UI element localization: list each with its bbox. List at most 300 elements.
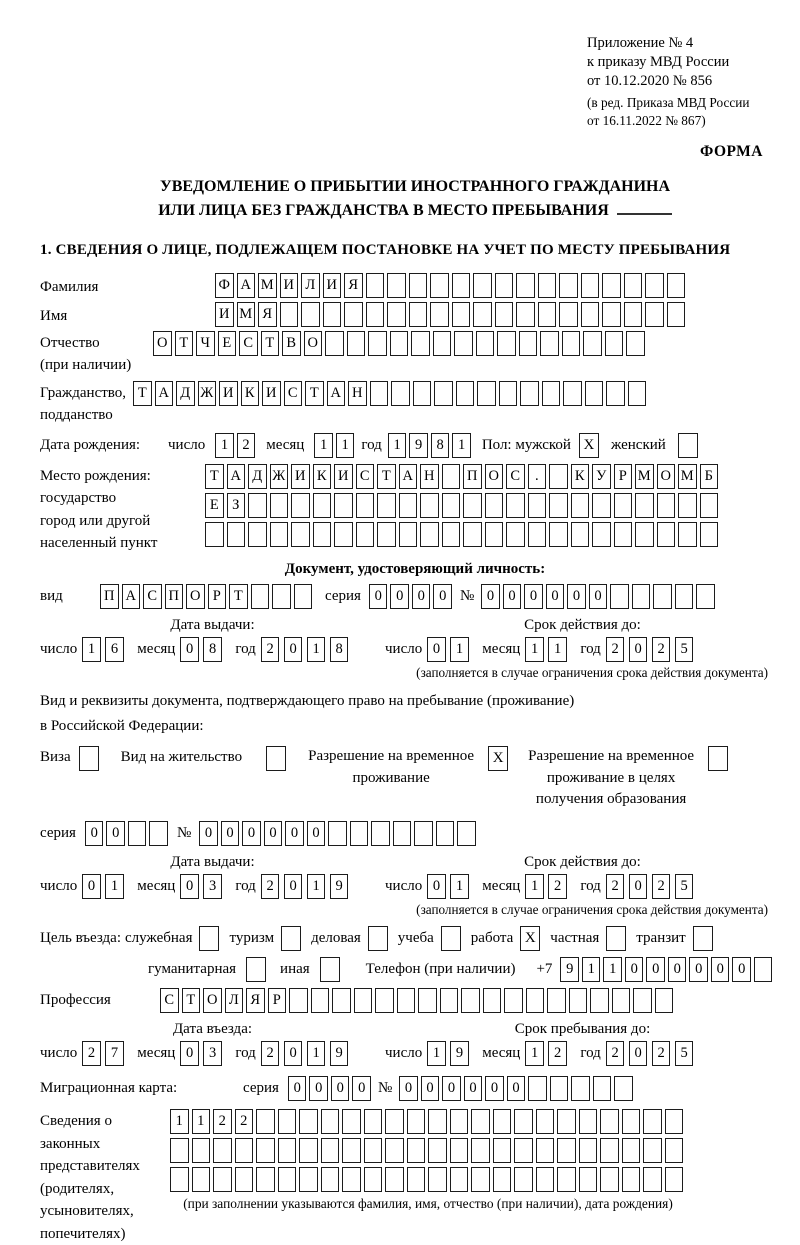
char-cell[interactable] [311, 988, 330, 1013]
purpose-humanitarian-checkbox[interactable] [246, 957, 266, 982]
char-cell[interactable]: С [160, 988, 179, 1013]
char-cell[interactable] [332, 988, 351, 1013]
char-cell[interactable]: Р [268, 988, 287, 1013]
char-cell[interactable]: В [282, 331, 301, 356]
char-cell[interactable]: И [291, 464, 310, 489]
char-cell[interactable]: И [280, 273, 299, 298]
char-cell[interactable] [456, 381, 475, 406]
temp-residence-education-checkbox[interactable] [708, 746, 728, 771]
char-cell[interactable] [624, 302, 643, 327]
char-cell[interactable] [364, 1167, 383, 1192]
char-cell[interactable] [657, 522, 676, 547]
char-cell[interactable] [665, 1109, 684, 1134]
char-cell[interactable] [602, 302, 621, 327]
char-cell[interactable]: А [327, 381, 346, 406]
char-cell[interactable]: 0 [412, 584, 431, 609]
char-cell[interactable] [397, 988, 416, 1013]
char-cell[interactable]: 9 [330, 874, 349, 899]
purpose-private-checkbox[interactable] [606, 926, 626, 951]
char-cell[interactable] [645, 302, 664, 327]
char-cell[interactable] [393, 821, 412, 846]
char-cell[interactable] [678, 493, 697, 518]
char-cell[interactable]: 1 [336, 433, 355, 458]
char-cell[interactable]: 5 [675, 637, 694, 662]
char-cell[interactable]: Л [225, 988, 244, 1013]
char-cell[interactable]: 0 [390, 584, 409, 609]
char-cell[interactable] [356, 493, 375, 518]
char-cell[interactable]: 0 [264, 821, 283, 846]
char-cell[interactable] [278, 1109, 297, 1134]
char-cell[interactable] [428, 1167, 447, 1192]
char-cell[interactable]: М [678, 464, 697, 489]
char-cell[interactable]: 0 [689, 957, 708, 982]
char-cell[interactable]: Ж [270, 464, 289, 489]
char-cell[interactable] [313, 522, 332, 547]
char-cell[interactable] [256, 1109, 275, 1134]
char-cell[interactable] [450, 1167, 469, 1192]
char-cell[interactable]: Т [175, 331, 194, 356]
char-cell[interactable] [655, 988, 674, 1013]
char-cell[interactable] [628, 381, 647, 406]
char-cell[interactable]: 8 [431, 433, 450, 458]
char-cell[interactable] [321, 1167, 340, 1192]
char-cell[interactable] [411, 331, 430, 356]
char-cell[interactable] [450, 1138, 469, 1163]
char-cell[interactable] [559, 302, 578, 327]
char-cell[interactable]: 0 [485, 1076, 504, 1101]
char-cell[interactable]: 9 [560, 957, 579, 982]
char-cell[interactable]: Е [218, 331, 237, 356]
char-cell[interactable]: 0 [352, 1076, 371, 1101]
char-cell[interactable] [433, 331, 452, 356]
char-cell[interactable] [557, 1138, 576, 1163]
char-cell[interactable]: Я [344, 273, 363, 298]
char-cell[interactable] [344, 302, 363, 327]
char-cell[interactable]: 0 [427, 874, 446, 899]
char-cell[interactable]: Ф [215, 273, 234, 298]
char-cell[interactable] [581, 302, 600, 327]
char-cell[interactable] [516, 273, 535, 298]
char-cell[interactable]: 2 [606, 874, 625, 899]
char-cell[interactable] [409, 302, 428, 327]
char-cell[interactable]: Т [305, 381, 324, 406]
char-cell[interactable] [571, 493, 590, 518]
char-cell[interactable] [347, 331, 366, 356]
char-cell[interactable]: У [592, 464, 611, 489]
char-cell[interactable]: 1 [525, 1041, 544, 1066]
char-cell[interactable] [128, 821, 147, 846]
char-cell[interactable]: 0 [369, 584, 388, 609]
char-cell[interactable]: 2 [82, 1041, 101, 1066]
char-cell[interactable]: Е [205, 493, 224, 518]
char-cell[interactable]: О [186, 584, 205, 609]
char-cell[interactable] [643, 1167, 662, 1192]
char-cell[interactable] [653, 584, 672, 609]
char-cell[interactable] [387, 273, 406, 298]
char-cell[interactable] [579, 1167, 598, 1192]
char-cell[interactable] [356, 522, 375, 547]
char-cell[interactable]: Т [133, 381, 152, 406]
char-cell[interactable] [442, 493, 461, 518]
char-cell[interactable]: И [219, 381, 238, 406]
char-cell[interactable]: А [399, 464, 418, 489]
char-cell[interactable] [606, 381, 625, 406]
char-cell[interactable]: 0 [288, 1076, 307, 1101]
char-cell[interactable]: 2 [237, 433, 256, 458]
char-cell[interactable]: Т [205, 464, 224, 489]
char-cell[interactable] [549, 522, 568, 547]
char-cell[interactable]: 1 [388, 433, 407, 458]
char-cell[interactable] [563, 381, 582, 406]
char-cell[interactable] [678, 522, 697, 547]
char-cell[interactable] [485, 522, 504, 547]
char-cell[interactable]: Д [176, 381, 195, 406]
char-cell[interactable] [325, 331, 344, 356]
char-cell[interactable]: А [155, 381, 174, 406]
char-cell[interactable] [371, 821, 390, 846]
char-cell[interactable]: 2 [548, 1041, 567, 1066]
char-cell[interactable]: 1 [582, 957, 601, 982]
char-cell[interactable] [696, 584, 715, 609]
char-cell[interactable] [213, 1167, 232, 1192]
char-cell[interactable]: 2 [548, 874, 567, 899]
char-cell[interactable] [593, 1076, 612, 1101]
char-cell[interactable] [581, 273, 600, 298]
char-cell[interactable] [291, 522, 310, 547]
char-cell[interactable] [514, 1138, 533, 1163]
char-cell[interactable]: С [143, 584, 162, 609]
char-cell[interactable] [399, 522, 418, 547]
char-cell[interactable]: 0 [284, 637, 303, 662]
char-cell[interactable]: 0 [307, 821, 326, 846]
char-cell[interactable]: 1 [307, 1041, 326, 1066]
char-cell[interactable] [485, 493, 504, 518]
char-cell[interactable] [454, 331, 473, 356]
char-cell[interactable]: Н [420, 464, 439, 489]
char-cell[interactable]: Ч [196, 331, 215, 356]
char-cell[interactable] [528, 522, 547, 547]
char-cell[interactable] [528, 1076, 547, 1101]
char-cell[interactable] [622, 1167, 641, 1192]
char-cell[interactable]: 5 [675, 874, 694, 899]
char-cell[interactable] [350, 821, 369, 846]
char-cell[interactable] [643, 1109, 662, 1134]
char-cell[interactable] [506, 493, 525, 518]
char-cell[interactable]: 2 [606, 637, 625, 662]
char-cell[interactable] [278, 1138, 297, 1163]
char-cell[interactable]: Б [700, 464, 719, 489]
char-cell[interactable]: 2 [606, 1041, 625, 1066]
char-cell[interactable] [612, 988, 631, 1013]
char-cell[interactable] [626, 331, 645, 356]
char-cell[interactable] [270, 493, 289, 518]
char-cell[interactable] [643, 1138, 662, 1163]
char-cell[interactable]: З [227, 493, 246, 518]
char-cell[interactable] [294, 584, 313, 609]
char-cell[interactable]: 1 [307, 874, 326, 899]
char-cell[interactable] [549, 464, 568, 489]
char-cell[interactable] [538, 273, 557, 298]
char-cell[interactable] [192, 1138, 211, 1163]
char-cell[interactable] [495, 273, 514, 298]
char-cell[interactable]: 0 [421, 1076, 440, 1101]
char-cell[interactable] [213, 1138, 232, 1163]
char-cell[interactable] [549, 493, 568, 518]
char-cell[interactable]: И [215, 302, 234, 327]
char-cell[interactable] [391, 381, 410, 406]
char-cell[interactable]: С [239, 331, 258, 356]
char-cell[interactable]: К [571, 464, 590, 489]
char-cell[interactable] [579, 1109, 598, 1134]
char-cell[interactable]: 2 [652, 1041, 671, 1066]
char-cell[interactable] [170, 1138, 189, 1163]
char-cell[interactable]: 1 [105, 874, 124, 899]
char-cell[interactable]: 0 [180, 1041, 199, 1066]
char-cell[interactable] [526, 988, 545, 1013]
char-cell[interactable] [442, 464, 461, 489]
female-checkbox[interactable] [678, 433, 698, 458]
char-cell[interactable] [667, 302, 686, 327]
char-cell[interactable]: 1 [603, 957, 622, 982]
char-cell[interactable]: 1 [82, 637, 101, 662]
char-cell[interactable] [407, 1167, 426, 1192]
char-cell[interactable]: 0 [629, 1041, 648, 1066]
char-cell[interactable] [657, 493, 676, 518]
temp-residence-checkbox[interactable]: X [488, 746, 508, 771]
char-cell[interactable]: Т [377, 464, 396, 489]
char-cell[interactable] [590, 988, 609, 1013]
char-cell[interactable]: Д [248, 464, 267, 489]
char-cell[interactable]: О [485, 464, 504, 489]
char-cell[interactable]: 0 [646, 957, 665, 982]
char-cell[interactable] [477, 381, 496, 406]
char-cell[interactable]: 0 [711, 957, 730, 982]
char-cell[interactable]: 2 [235, 1109, 254, 1134]
char-cell[interactable] [430, 273, 449, 298]
char-cell[interactable] [614, 1076, 633, 1101]
char-cell[interactable] [632, 584, 651, 609]
char-cell[interactable] [493, 1167, 512, 1192]
char-cell[interactable] [528, 493, 547, 518]
char-cell[interactable] [493, 1109, 512, 1134]
char-cell[interactable] [610, 584, 629, 609]
char-cell[interactable]: 0 [629, 637, 648, 662]
char-cell[interactable] [385, 1109, 404, 1134]
char-cell[interactable]: 0 [82, 874, 101, 899]
char-cell[interactable] [342, 1109, 361, 1134]
char-cell[interactable]: 0 [546, 584, 565, 609]
char-cell[interactable]: 2 [213, 1109, 232, 1134]
char-cell[interactable]: С [356, 464, 375, 489]
char-cell[interactable] [442, 522, 461, 547]
char-cell[interactable] [291, 493, 310, 518]
char-cell[interactable] [299, 1109, 318, 1134]
char-cell[interactable]: 1 [452, 433, 471, 458]
char-cell[interactable] [251, 584, 270, 609]
char-cell[interactable]: 9 [330, 1041, 349, 1066]
char-cell[interactable]: А [227, 464, 246, 489]
char-cell[interactable] [635, 493, 654, 518]
char-cell[interactable]: 0 [309, 1076, 328, 1101]
char-cell[interactable]: М [635, 464, 654, 489]
char-cell[interactable] [377, 522, 396, 547]
char-cell[interactable] [420, 493, 439, 518]
char-cell[interactable] [414, 821, 433, 846]
char-cell[interactable]: 1 [170, 1109, 189, 1134]
char-cell[interactable]: 6 [105, 637, 124, 662]
char-cell[interactable]: 0 [524, 584, 543, 609]
char-cell[interactable] [452, 302, 471, 327]
char-cell[interactable] [256, 1167, 275, 1192]
char-cell[interactable]: 2 [261, 637, 280, 662]
char-cell[interactable] [493, 1138, 512, 1163]
char-cell[interactable] [420, 522, 439, 547]
char-cell[interactable]: 0 [285, 821, 304, 846]
char-cell[interactable] [550, 1076, 569, 1101]
char-cell[interactable]: Я [258, 302, 277, 327]
char-cell[interactable] [278, 1167, 297, 1192]
char-cell[interactable] [370, 381, 389, 406]
char-cell[interactable]: 1 [548, 637, 567, 662]
char-cell[interactable] [665, 1167, 684, 1192]
char-cell[interactable] [514, 1109, 533, 1134]
char-cell[interactable] [497, 331, 516, 356]
char-cell[interactable] [321, 1109, 340, 1134]
char-cell[interactable] [272, 584, 291, 609]
char-cell[interactable] [667, 273, 686, 298]
char-cell[interactable] [754, 957, 773, 982]
char-cell[interactable]: 1 [307, 637, 326, 662]
char-cell[interactable] [205, 522, 224, 547]
char-cell[interactable] [536, 1138, 555, 1163]
char-cell[interactable] [622, 1138, 641, 1163]
char-cell[interactable] [557, 1109, 576, 1134]
char-cell[interactable]: С [506, 464, 525, 489]
char-cell[interactable]: 3 [203, 1041, 222, 1066]
char-cell[interactable]: 0 [85, 821, 104, 846]
char-cell[interactable] [450, 1109, 469, 1134]
char-cell[interactable] [440, 988, 459, 1013]
char-cell[interactable]: Т [182, 988, 201, 1013]
char-cell[interactable]: 0 [625, 957, 644, 982]
char-cell[interactable]: К [241, 381, 260, 406]
char-cell[interactable] [368, 331, 387, 356]
char-cell[interactable]: 0 [668, 957, 687, 982]
char-cell[interactable] [313, 493, 332, 518]
char-cell[interactable] [270, 522, 289, 547]
char-cell[interactable]: И [334, 464, 353, 489]
char-cell[interactable]: 0 [180, 637, 199, 662]
char-cell[interactable]: 0 [481, 584, 500, 609]
char-cell[interactable] [499, 381, 518, 406]
char-cell[interactable] [434, 381, 453, 406]
char-cell[interactable] [463, 522, 482, 547]
char-cell[interactable] [645, 273, 664, 298]
char-cell[interactable] [635, 522, 654, 547]
char-cell[interactable] [375, 988, 394, 1013]
char-cell[interactable] [600, 1167, 619, 1192]
char-cell[interactable] [571, 522, 590, 547]
char-cell[interactable] [622, 1109, 641, 1134]
char-cell[interactable] [592, 522, 611, 547]
residence-permit-checkbox[interactable] [266, 746, 286, 771]
char-cell[interactable] [235, 1167, 254, 1192]
char-cell[interactable]: 0 [732, 957, 751, 982]
char-cell[interactable] [248, 522, 267, 547]
char-cell[interactable] [605, 331, 624, 356]
char-cell[interactable] [428, 1138, 447, 1163]
char-cell[interactable]: О [203, 988, 222, 1013]
purpose-official-checkbox[interactable] [199, 926, 219, 951]
char-cell[interactable]: 1 [525, 637, 544, 662]
char-cell[interactable]: 0 [589, 584, 608, 609]
char-cell[interactable] [519, 331, 538, 356]
char-cell[interactable]: 9 [450, 1041, 469, 1066]
char-cell[interactable]: Я [246, 988, 265, 1013]
char-cell[interactable]: А [122, 584, 141, 609]
char-cell[interactable]: 0 [284, 1041, 303, 1066]
char-cell[interactable] [540, 331, 559, 356]
char-cell[interactable] [377, 493, 396, 518]
char-cell[interactable] [473, 302, 492, 327]
char-cell[interactable] [473, 273, 492, 298]
char-cell[interactable] [506, 522, 525, 547]
char-cell[interactable] [614, 522, 633, 547]
char-cell[interactable]: 0 [567, 584, 586, 609]
char-cell[interactable] [366, 273, 385, 298]
char-cell[interactable]: 1 [525, 874, 544, 899]
char-cell[interactable] [538, 302, 557, 327]
char-cell[interactable] [614, 493, 633, 518]
purpose-study-checkbox[interactable] [441, 926, 461, 951]
char-cell[interactable]: 0 [503, 584, 522, 609]
char-cell[interactable] [547, 988, 566, 1013]
char-cell[interactable] [471, 1167, 490, 1192]
char-cell[interactable] [592, 493, 611, 518]
char-cell[interactable] [463, 493, 482, 518]
char-cell[interactable] [504, 988, 523, 1013]
purpose-work-checkbox[interactable]: X [520, 926, 540, 951]
visa-checkbox[interactable] [79, 746, 99, 771]
char-cell[interactable] [385, 1138, 404, 1163]
char-cell[interactable]: П [165, 584, 184, 609]
char-cell[interactable]: 0 [507, 1076, 526, 1101]
char-cell[interactable] [602, 273, 621, 298]
char-cell[interactable] [364, 1138, 383, 1163]
char-cell[interactable] [407, 1138, 426, 1163]
char-cell[interactable] [385, 1167, 404, 1192]
char-cell[interactable]: Л [301, 273, 320, 298]
char-cell[interactable] [583, 331, 602, 356]
char-cell[interactable] [413, 381, 432, 406]
char-cell[interactable]: М [237, 302, 256, 327]
char-cell[interactable]: 0 [199, 821, 218, 846]
char-cell[interactable]: . [528, 464, 547, 489]
char-cell[interactable] [409, 273, 428, 298]
purpose-other-checkbox[interactable] [320, 957, 340, 982]
char-cell[interactable] [390, 331, 409, 356]
char-cell[interactable]: Р [208, 584, 227, 609]
char-cell[interactable] [354, 988, 373, 1013]
char-cell[interactable]: 0 [433, 584, 452, 609]
char-cell[interactable]: А [237, 273, 256, 298]
char-cell[interactable]: О [304, 331, 323, 356]
char-cell[interactable]: 0 [284, 874, 303, 899]
char-cell[interactable] [536, 1109, 555, 1134]
char-cell[interactable] [700, 493, 719, 518]
char-cell[interactable] [248, 493, 267, 518]
char-cell[interactable] [418, 988, 437, 1013]
